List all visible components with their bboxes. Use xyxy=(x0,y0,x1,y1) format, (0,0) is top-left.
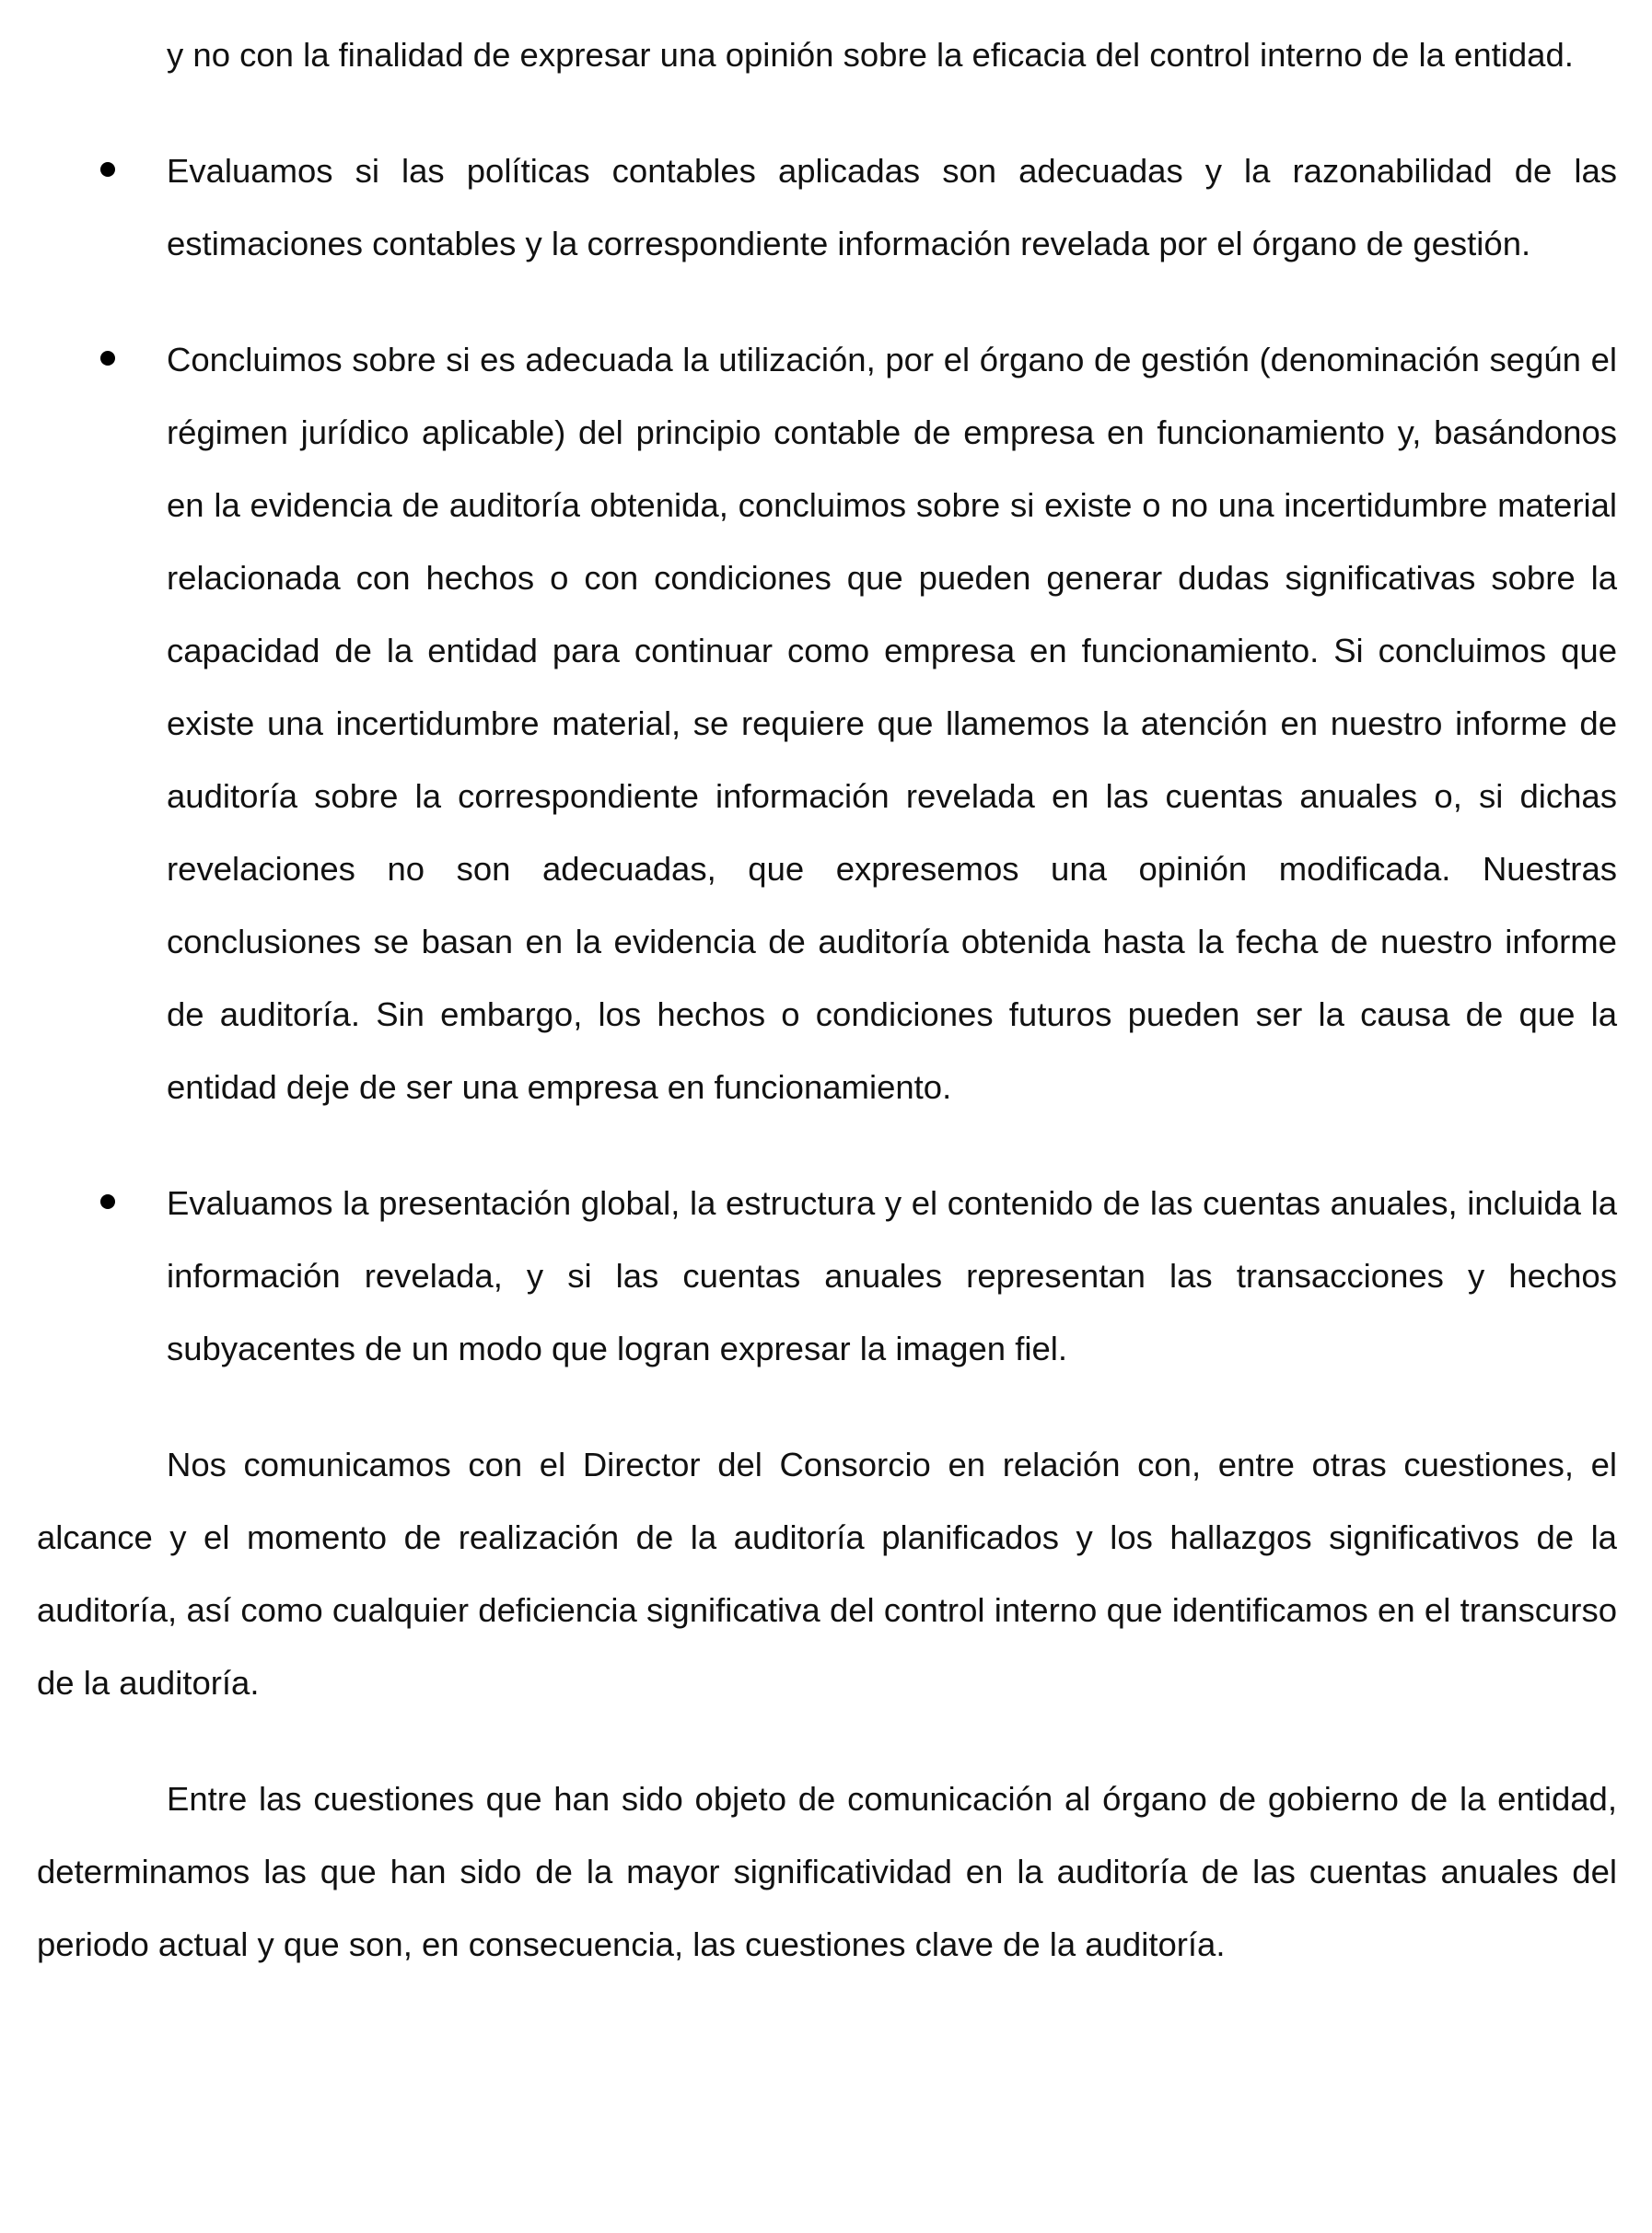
bullet-text: Evaluamos la presentación global, la estructura y el contenido de las cuentas anuales, incluida la información revelada, y si las cuentas anuales representan las transacciones y hechos subyacentes de un modo que logran expresar la imagen fiel. xyxy=(167,1184,1617,1367)
bullet-icon xyxy=(100,351,115,366)
paragraph-key-matters: Entre las cuestiones que han sido objeto de comunicación al órgano de gobierno de la entidad, determinamos las que han sido de la mayor significatividad en la auditoría de las cuentas anuales del periodo actual y que son, en consecuencia, las cuestiones clave de la auditoría. xyxy=(37,1780,1617,1963)
bullet-text: Concluimos sobre si es adecuada la utilización, por el órgano de gestión (denominación según el régimen jurídico aplicable) del principio contable de empresa en funcionamiento y, basándonos en la evidencia de auditoría obtenida, concluimos sobre si existe o no una incertidumbre material relacionada con hechos o con condiciones que pueden generar dudas significativas sobre la capacidad de la entidad para continuar como empresa en funcionamiento. Si concluimos que existe una incertidumbre material, se requiere que llamemos la atención en nuestro informe de auditoría sobre la correspondiente información revelada en las cuentas anuales o, si dichas revelaciones no son adecuadas, que expresemos una opinión modificada. Nuestras conclusiones se basan en la evidencia de auditoría obtenida hasta la fecha de nuestro informe de auditoría. Sin embargo, los hechos o condiciones futuros pueden ser la causa de que la entidad deje de ser una empresa en funcionamiento. xyxy=(167,341,1617,1106)
bullet-item-presentation xyxy=(167,1167,1617,1385)
bullet-item-going-concern xyxy=(167,323,1617,1123)
bullet-icon xyxy=(100,1194,115,1209)
continuation-text: y no con la finalidad de expresar una opinión sobre la eficacia del control interno de la entidad. xyxy=(167,36,1574,74)
bullet-item-policies xyxy=(167,134,1617,280)
bullet-text: Evaluamos si las políticas contables aplicadas son adecuadas y la razonabilidad de las estimaciones contables y la correspondiente información revelada por el órgano de gestión. xyxy=(167,152,1617,262)
paragraph-communication: Nos comunicamos con el Director del Consorcio en relación con, entre otras cuestiones, el alcance y el momento de realización de la auditoría planificados y los hallazgos significativos de la auditoría, así como cualquier deficiencia significativa del control interno que identificamos en el transcurso de la auditoría. xyxy=(37,1446,1617,1702)
bullet-icon xyxy=(100,162,115,177)
document-page xyxy=(37,18,1617,1981)
